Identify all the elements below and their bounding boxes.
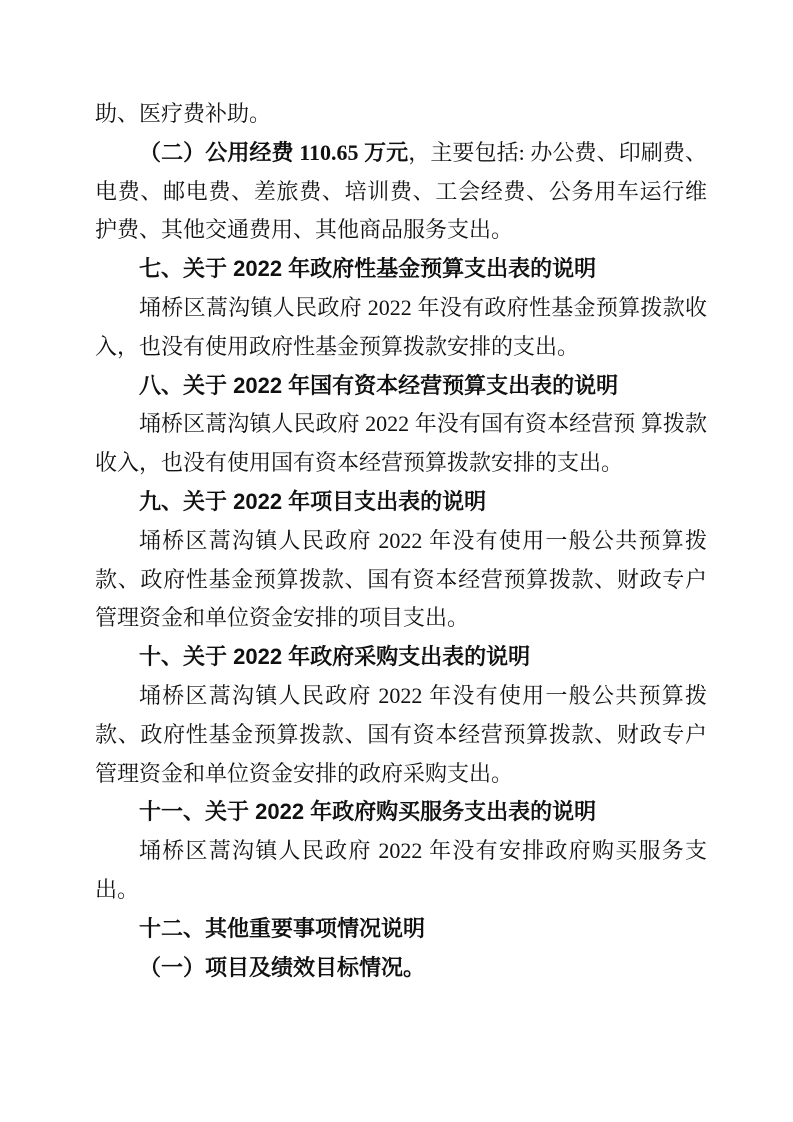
paragraph-section-9-body: 埇桥区蒿沟镇人民政府 2022 年没有使用一般公共预算拨款、政府性基金预算拨款、国有资本经营预算拨款、财政专户管理资金和单位资金安排的项目支出。 [95, 527, 707, 631]
heading-section-10-gov-procurement: 十、关于 2022 年政府采购支出表的说明 [139, 644, 531, 670]
heading-section-11-gov-purchase-services: 十一、关于 2022 年政府购买服务支出表的说明 [139, 799, 597, 825]
public-expense-bold-lead: （二）公用经费 110.65 万元 [139, 139, 409, 165]
heading-section-7-gov-fund-budget: 七、关于 2022 年政府性基金预算支出表的说明 [139, 256, 597, 282]
paragraph-medical-subsidy-continuation: 助、医疗费补助。 [95, 101, 272, 126]
paragraph-section-8-body: 埇桥区蒿沟镇人民政府 2022 年没有国有资本经营预 算拨款收入，也没有使用国有资本经营预算拨款安排的支出。 [95, 411, 707, 476]
heading-section-12-other-important-matters: 十二、其他重要事项情况说明 [139, 915, 426, 941]
paragraph-section-7-body: 埇桥区蒿沟镇人民政府 2022 年没有政府性基金预算拨款收入，也没有使用政府性基金预算拨款安排的支出。 [95, 294, 707, 359]
heading-section-9-project-expenditure: 九、关于 2022 年项目支出表的说明 [139, 488, 487, 514]
paragraph-section-11-body: 埇桥区蒿沟镇人民政府 2022 年没有安排政府购买服务支出。 [95, 838, 707, 902]
paragraph-section-10-body: 埇桥区蒿沟镇人民政府 2022 年没有使用一般公共预算拨款、政府性基金预算拨款、国有资本经营预算拨款、财政专户管理资金和单位资金安排的政府采购支出。 [95, 682, 707, 786]
public-expense-detail: ，主要包括: 办公费、印刷费、电费、邮电费、差旅费、培训费、工会经费、公务用车运行维护费、其他交通费用、其他商品服务支出。 [95, 139, 707, 243]
document-body [95, 95, 707, 987]
heading-section-8-state-capital-budget: 八、关于 2022 年国有资本经营预算支出表的说明 [139, 372, 619, 398]
subheading-12-1-project-performance-targets: （一）项目及绩效目标情况。 [139, 954, 426, 980]
paragraph-public-expense [95, 134, 707, 250]
